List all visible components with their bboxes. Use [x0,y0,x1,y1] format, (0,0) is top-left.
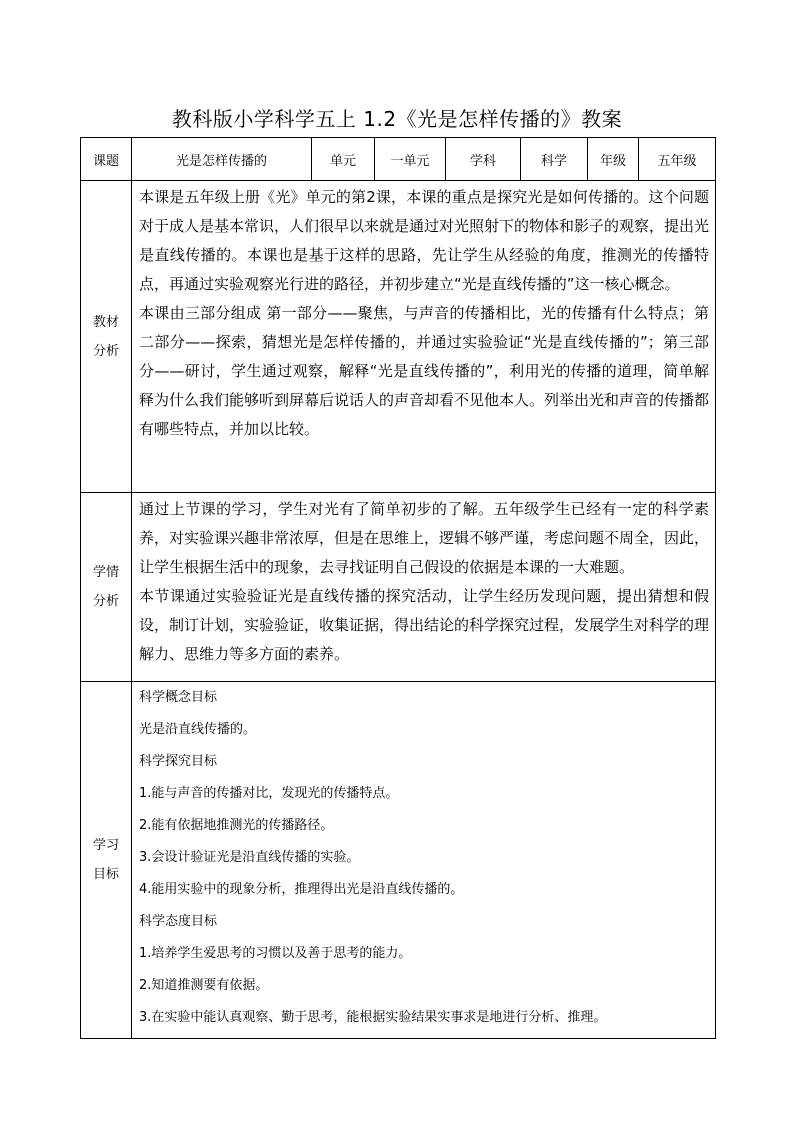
objectives-label-line1: 学习 [92,838,119,853]
objectives-label-line2: 目标 [92,867,119,882]
lesson-value: 光是怎样传播的 [132,138,312,181]
objective-line: 1.能与声音的传播对比，发现光的传播特点。 [139,786,399,801]
students-paragraph: 本节课通过实验验证光是直线传播的探究活动，让学生经历发现问题，提出猜想和假设，制订计划，实验验证，收集证据，得出结论的科学探究过程，发展学生对科学的理解力、思维力等多方面的素养。 [139,587,710,663]
material-content [132,181,716,493]
header-row [81,138,716,181]
objective-line: 1.培养学生爱思考的习惯以及善于思考的能力。 [139,946,412,961]
objective-line: 4.能用实验中的现象分析，推理得出光是沿直线传播的。 [139,882,464,897]
lesson-label: 课题 [81,138,132,181]
students-label [81,493,132,682]
subject-label: 学科 [446,138,521,181]
objective-line: 光是沿直线传播的。 [139,722,257,737]
grade-value: 五年级 [639,138,716,181]
material-label-line1: 教材 [92,314,119,330]
objective-line: 3.在实验中能认真观察、勤于思考，能根据实验结果实事求是地进行分析、推理。 [139,1010,607,1025]
unit-value: 一单元 [375,138,446,181]
subject-value: 科学 [521,138,588,181]
objectives-content [132,682,716,1039]
material-row [81,181,716,493]
objective-line: 2.知道推测要有依据。 [139,978,269,993]
material-label-line2: 分析 [92,343,119,359]
students-row [81,493,716,682]
students-label-line2: 分析 [92,594,119,609]
material-paragraph: 本课是五年级上册《光》单元的第2课，本课的重点是探究光是如何传播的。这个问题对于成人是基本常识，人们很早以来就是通过对光照射下的物体和影子的观察，提出光是直线传播的。本课也是基于这样的思路，先让学生从经验的角度，推测光的传播特点，再通过实验观察光行进的路径，并初步建立“光是直线传播的”这一核心概念。 [139,188,710,293]
objective-line: 2.能有依据地推测光的传播路径。 [139,818,334,833]
objectives-label [81,682,132,1039]
objective-line: 3.会设计验证光是沿直线传播的实验。 [139,850,360,865]
objective-line: 科学概念目标 [139,690,218,705]
lesson-plan-table [80,137,716,1039]
students-content [132,493,716,682]
students-paragraph: 通过上节课的学习，学生对光有了简单初步的了解。五年级学生已经有一定的科学素养，对实验课兴趣非常浓厚，但是在思维上，逻辑不够严谨，考虑问题不周全，因此，让学生根据生活中的现象，去寻找证明自己假设的依据是本课的一大难题。 [139,500,710,576]
students-label-line1: 学情 [92,565,119,580]
grade-label: 年级 [588,138,639,181]
material-label [81,181,132,493]
objective-line: 科学态度目标 [139,914,218,929]
material-paragraph: 本课由三部分组成 第一部分——聚焦，与声音的传播相比，光的传播有什么特点；第二部分——探索，猜想光是怎样传播的，并通过实验验证“光是直线传播的”；第三部分——研讨，学生通过观察，解释“光是直线传播的”，利用光的传播的道理，简单解释为什么我们能够听到屏幕后说话人的声音却看不见他本人。列举出光和声音的传播都有哪些特点，并加以比较。 [139,304,710,438]
document-title: 教科版小学科学五上 1.2《光是怎样传播的》教案 [171,107,623,131]
unit-label: 单元 [312,138,375,181]
objectives-row [81,682,716,1039]
objective-line: 科学探究目标 [139,754,218,769]
